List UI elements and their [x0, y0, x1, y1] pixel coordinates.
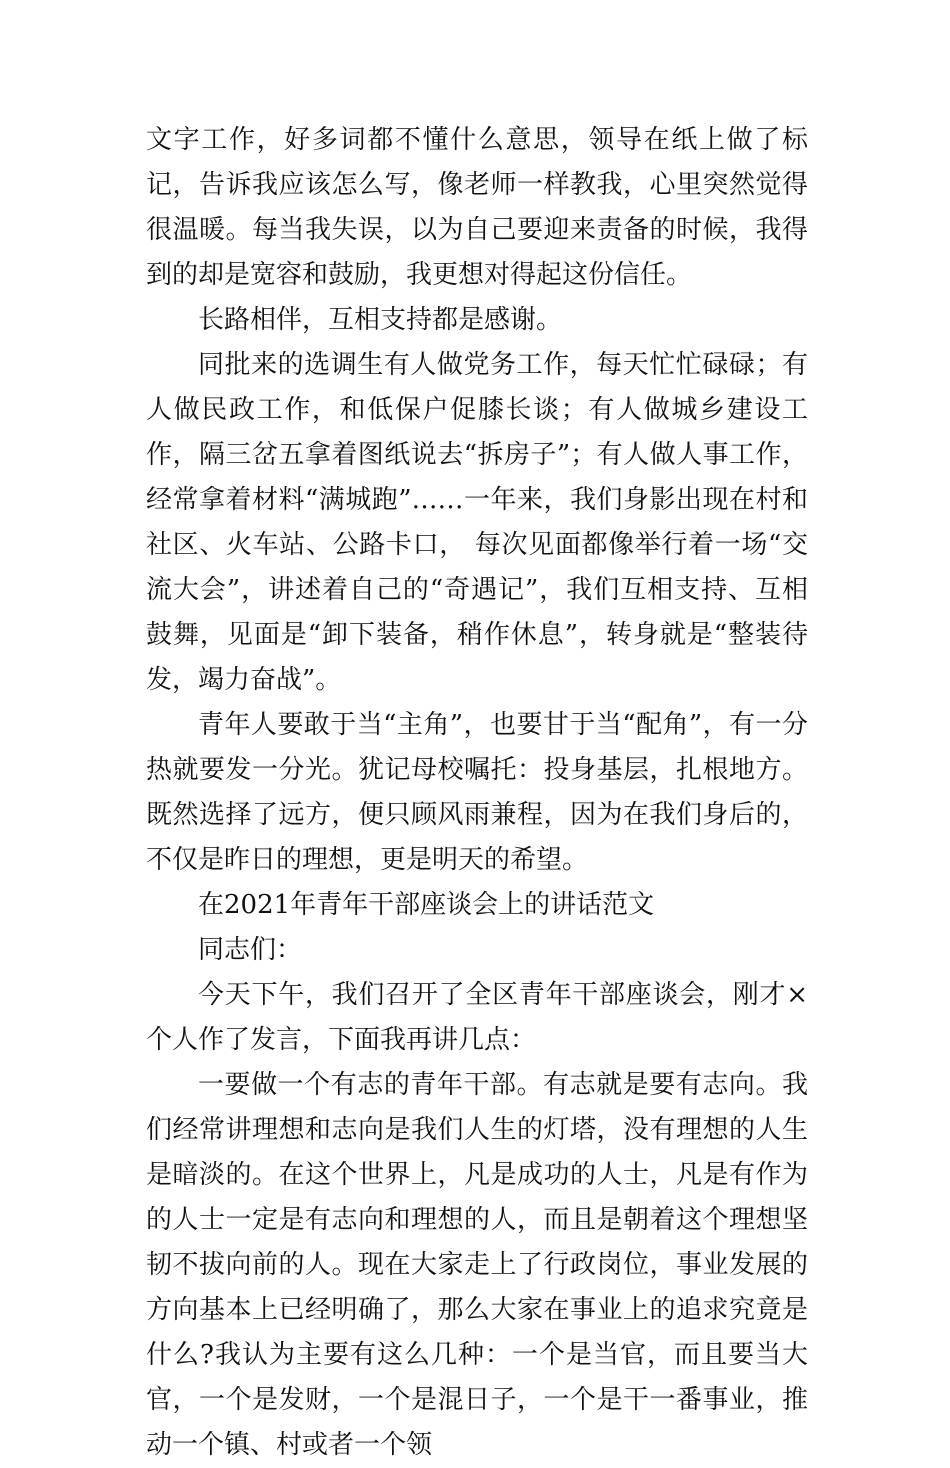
paragraph-continued: 文字工作，好多词都不懂什么意思，领导在纸上做了标记，告诉我应该怎么写，像老师一样教我，心里突然觉得很温暖。每当我失误，以为自己要迎来责备的时候，我得到的却是宽容和鼓励，我更想对得起这份信任。 [146, 125, 808, 290]
paragraph-long-road: 长路相伴，互相支持都是感谢。 [198, 305, 563, 335]
document-page [146, 118, 808, 1468]
paragraph-youth: 青年人要敢于当“主角”，也要甘于当“配角”，有一分热就要发一分光。犹记母校嘱托：投身基层，扎根地方。既然选择了远方，便只顾风雨兼程，因为在我们身后的，不仅是昨日的理想，更是明天的希望。 [146, 710, 808, 875]
speech-title: 在2021年青年干部座谈会上的讲话范文 [198, 890, 655, 920]
paragraph-ambition: 一要做一个有志的青年干部。有志就是要有志向。我们经常讲理想和志向是我们人生的灯塔，没有理想的人生是暗淡的。在这个世界上，凡是成功的人士，凡是有作为的人士一定是有志向和理想的人，而且是朝着这个理想坚韧不拔向前的人。现在大家走上了行政岗位，事业发展的方向基本上已经明确了，那么大家在事业上的追求究竟是什么?我认为主要有这么几种：一个是当官，而且要当大官，一个是发财，一个是混日子，一个是干一番事业，推动一个镇、村或者一个领 [146, 1070, 808, 1460]
salutation: 同志们： [198, 935, 303, 965]
paragraph-opening: 今天下午，我们召开了全区青年干部座谈会，刚才×个人作了发言，下面我再讲几点： [146, 980, 808, 1055]
paragraph-classmates: 同批来的选调生有人做党务工作，每天忙忙碌碌；有人做民政工作，和低保户促膝长谈；有人做城乡建设工作，隔三岔五拿着图纸说去“拆房子”；有人做人事工作，经常拿着材料“满城跑”……一年来，我们身影出现在村和社区、火车站、公路卡口， 每次见面都像举行着一场“交流大会”，讲述着自己的“奇遇记”，我们互相支持、互相鼓舞，见面是“卸下装备，稍作休息”，转身就是“整装待发，竭力奋战”。 [146, 350, 808, 695]
